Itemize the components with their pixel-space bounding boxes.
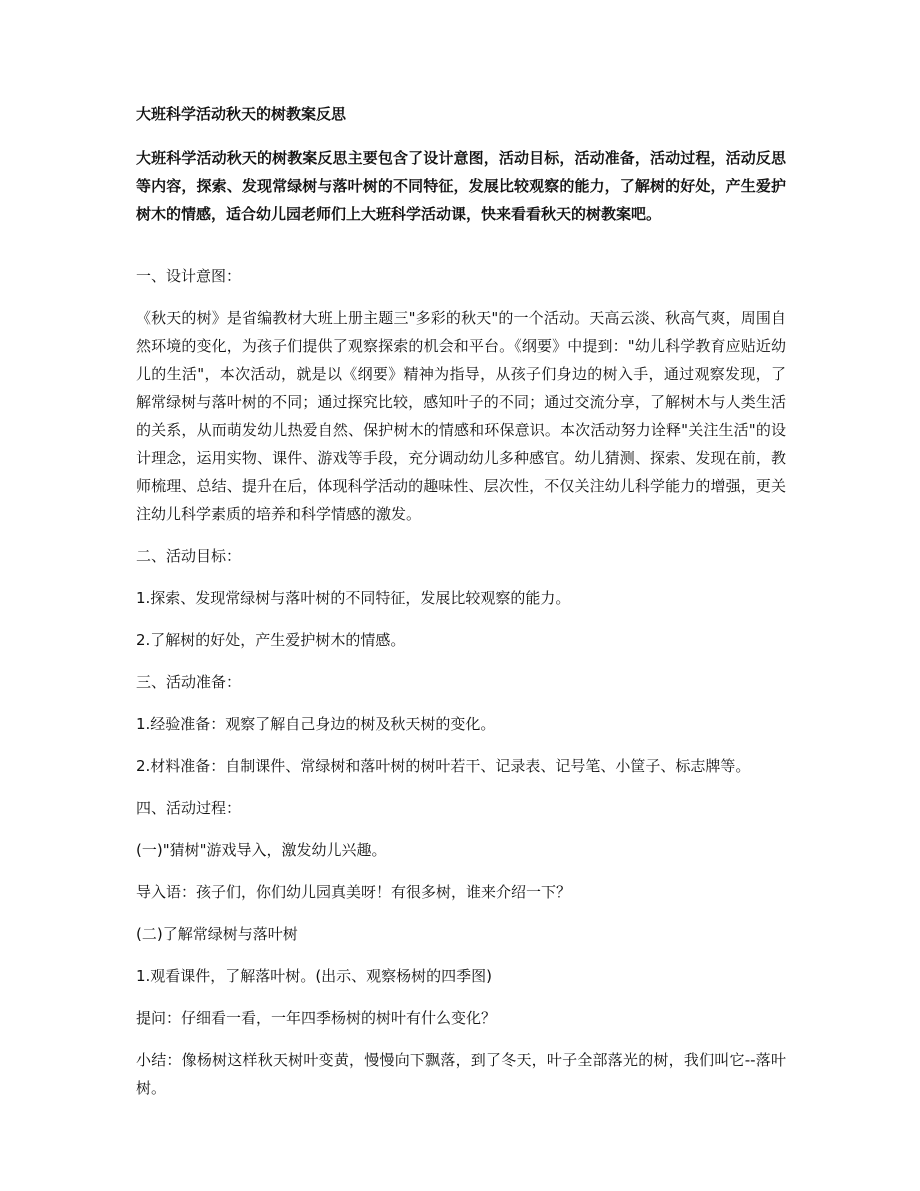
section-heading-process: 四、活动过程： — [136, 799, 242, 817]
intro-paragraph: 大班科学活动秋天的树教案反思主要包含了设计意图，活动目标，活动准备，活动过程，活动反思等内容，探索、发现常绿树与落叶树的不同特征，发展比较观察的能力，了解树的好处，产生爱护树木的情感，适合幼儿园老师们上大班科学活动课，快来看看秋天的树教案吧。 — [136, 149, 786, 223]
process-item-1: (一)"猜树"游戏导入，激发幼儿兴趣。 — [136, 841, 387, 859]
section-heading-goals: 二、活动目标： — [136, 547, 242, 565]
process-item-4: 1.观看课件，了解落叶树。(出示、观察杨树的四季图) — [136, 967, 493, 985]
section-heading-design-intent: 一、设计意图： — [136, 267, 242, 285]
process-item-5: 提问：仔细看一看，一年四季杨树的树叶有什么变化？ — [136, 1009, 497, 1027]
document-page — [136, 100, 786, 1116]
process-item-2: 导入语：孩子们，你们幼儿园真美呀！有很多树，谁来介绍一下？ — [136, 883, 572, 901]
document-title: 大班科学活动秋天的树教案反思 — [136, 105, 347, 123]
design-intent-paragraph: 《秋天的树》是省编教材大班上册主题三"多彩的秋天"的一个活动。天高云淡、秋高气爽，周围自然环境的变化，为孩子们提供了观察探索的机会和平台。《纲要》中提到："幼儿科学教育应贴近幼儿的生活"，本次活动，就是以《纲要》精神为指导，从孩子们身边的树入手，通过观察发现，了解常绿树与落叶树的不同；通过探究比较，感知叶子的不同；通过交流分享，了解树木与人类生活的关系，从而萌发幼儿热爱自然、保护树木的情感和环保意识。本次活动努力诠释"关注生活"的设计理念，运用实物、课件、游戏等手段，充分调动幼儿多种感官。幼儿猜测、探索、发现在前，教师梳理、总结、提升在后，体现科学活动的趣味性、层次性，不仅关注幼儿科学能力的增强，更关注幼儿科学素质的培养和科学情感的激发。 — [136, 309, 786, 523]
preparation-item-2: 2.材料准备：自制课件、常绿树和落叶树的树叶若干、记录表、记号笔、小筐子、标志牌等。 — [136, 757, 751, 775]
goal-item-1: 1.探索、发现常绿树与落叶树的不同特征，发展比较观察的能力。 — [136, 589, 571, 607]
preparation-item-1: 1.经验准备：观察了解自己身边的树及秋天树的变化。 — [136, 715, 496, 733]
section-heading-preparation: 三、活动准备： — [136, 673, 242, 691]
process-item-6: 小结：像杨树这样秋天树叶变黄，慢慢向下飘落，到了冬天，叶子全部落光的树，我们叫它--落叶树。 — [136, 1051, 786, 1097]
process-item-3: (二)了解常绿树与落叶树 — [136, 925, 298, 943]
goal-item-2: 2.了解树的好处，产生爱护树木的情感。 — [136, 631, 406, 649]
